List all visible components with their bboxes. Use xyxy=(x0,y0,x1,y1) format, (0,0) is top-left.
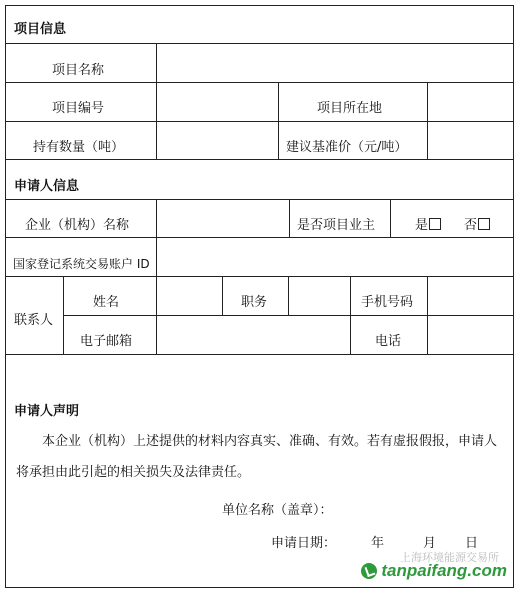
position-field[interactable] xyxy=(289,277,350,315)
row-divider xyxy=(6,159,513,160)
owner-no-checkbox[interactable] xyxy=(478,218,490,230)
owner-no-label: 否 xyxy=(464,218,478,233)
org-name-field[interactable] xyxy=(157,200,289,237)
leaf-logo-icon xyxy=(361,563,377,579)
email-field[interactable] xyxy=(157,316,350,354)
contact-name-field[interactable] xyxy=(157,277,222,315)
org-name-label: 企业（机构）名称 xyxy=(25,218,130,233)
project-number-field[interactable] xyxy=(157,83,278,121)
owner-no-option[interactable] xyxy=(464,218,490,234)
owner-yes-checkbox[interactable] xyxy=(429,218,441,230)
registry-account-field[interactable] xyxy=(157,238,513,276)
col-divider xyxy=(390,199,391,237)
registry-account-label: 国家登记系统交易账户 ID xyxy=(13,257,150,271)
unit-name-label: 单位名称（盖章）： xyxy=(222,503,333,518)
col-divider xyxy=(278,82,279,159)
project-section-header: 项目信息 xyxy=(14,22,67,37)
project-name-label: 项目名称 xyxy=(52,63,105,78)
quantity-field[interactable] xyxy=(157,122,278,159)
col-divider xyxy=(289,199,290,237)
date-label: 申请日期： xyxy=(271,536,337,551)
col-divider xyxy=(222,276,223,315)
application-form xyxy=(5,5,514,588)
applicant-section-header: 申请人信息 xyxy=(14,179,80,194)
date-month: 月 xyxy=(423,536,437,551)
watermark-text: tanpaifang.com xyxy=(381,561,507,580)
project-location-field[interactable] xyxy=(428,83,513,121)
contact-label: 联系人 xyxy=(14,313,54,328)
phone-field[interactable] xyxy=(428,316,513,354)
email-label: 电子邮箱 xyxy=(80,334,133,349)
date-year: 年 xyxy=(371,536,385,551)
watermark-faint-text: 上海环境能源交易所 xyxy=(400,551,499,564)
phone-label: 电话 xyxy=(375,334,402,349)
project-number-label: 项目编号 xyxy=(52,101,105,116)
owner-yes-option[interactable] xyxy=(415,218,441,234)
watermark xyxy=(361,561,507,581)
declaration-header: 申请人声明 xyxy=(14,404,80,419)
contact-name-label: 姓名 xyxy=(93,295,120,310)
mobile-label: 手机号码 xyxy=(361,295,414,310)
owner-yes-label: 是 xyxy=(415,218,429,233)
date-day: 日 xyxy=(465,536,479,551)
row-divider xyxy=(6,354,513,355)
project-name-field[interactable] xyxy=(157,44,513,82)
declaration-text: 本企业（机构）上述提供的材料内容真实、准确、有效。若有虚报假报，申请人将承担由此引起的相关损失及法律责任。 xyxy=(16,434,498,480)
col-divider xyxy=(350,276,351,354)
col-divider xyxy=(63,276,64,354)
price-label: 建议基准价（元/吨） xyxy=(286,140,408,155)
quantity-label: 持有数量（吨） xyxy=(33,140,125,155)
mobile-field[interactable] xyxy=(428,277,513,315)
position-label: 职务 xyxy=(241,295,268,310)
price-field[interactable] xyxy=(428,122,513,159)
is-owner-label: 是否项目业主 xyxy=(297,218,376,233)
project-location-label: 项目所在地 xyxy=(317,101,383,116)
